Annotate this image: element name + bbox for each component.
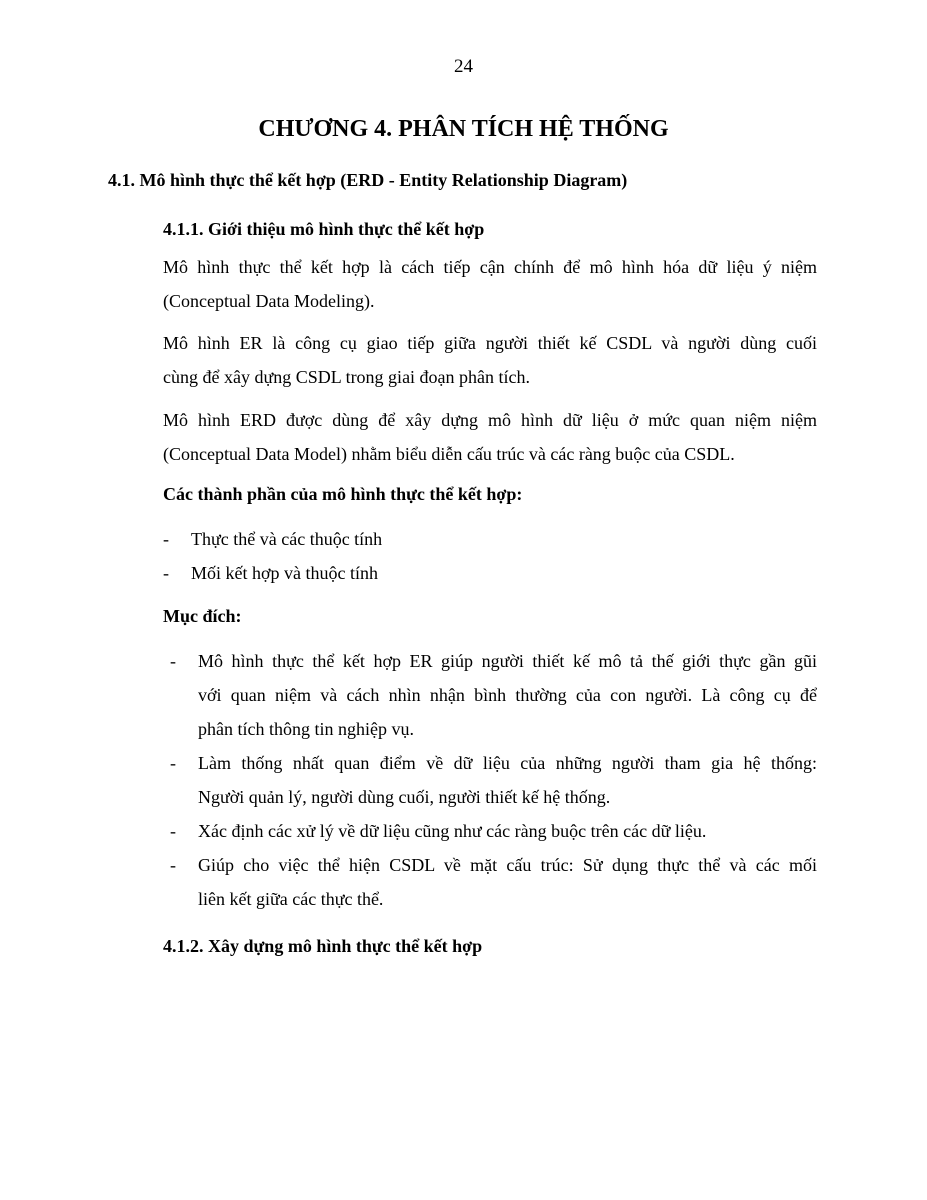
paragraph-erd-usage	[163, 403, 817, 471]
list-item-line: Làm thống nhất quan điểm về dữ liệu của những người tham gia hệ thống:	[198, 753, 817, 773]
paragraph-line: cùng để xây dựng CSDL trong giai đoạn phân tích.	[163, 367, 531, 387]
page-number: 24	[454, 56, 473, 77]
list-item-line: Xác định các xử lý về dữ liệu cũng như các ràng buộc trên các dữ liệu.	[198, 821, 707, 841]
bullet-dash: -	[170, 753, 176, 773]
list-item-text: Thực thể và các thuộc tính	[191, 529, 383, 549]
paragraph-line: Mô hình ERD được dùng để xây dựng mô hình dữ liệu ở mức quan niệm niệm	[163, 410, 817, 430]
bullet-dash: -	[170, 855, 176, 875]
list-item-text: Mối kết hợp và thuộc tính	[191, 563, 378, 583]
paragraph-line: Mô hình ER là công cụ giao tiếp giữa người thiết kế CSDL và người dùng cuối	[163, 333, 817, 353]
paragraph-er-tool	[163, 326, 817, 394]
bullet-dash: -	[163, 529, 169, 549]
list-item-line: Mô hình thực thể kết hợp ER giúp người thiết kế mô tả thế giới thực gần gũi	[198, 651, 817, 671]
bullet-dash: -	[170, 821, 176, 841]
paragraph-line: Mô hình thực thể kết hợp là cách tiếp cận chính để mô hình hóa dữ liệu ý niệm	[163, 257, 817, 277]
purpose-list	[170, 644, 817, 916]
list-item	[170, 814, 817, 848]
chapter-title: CHƯƠNG 4. PHÂN TÍCH HỆ THỐNG	[258, 116, 669, 142]
list-item	[170, 746, 817, 814]
subsection-heading-build: 4.1.2. Xây dựng mô hình thực thể kết hợp	[163, 936, 483, 956]
paragraph-definition	[163, 250, 817, 318]
section-heading: 4.1. Mô hình thực thể kết hợp (ERD - Entity Relationship Diagram)	[108, 170, 628, 190]
bullet-dash: -	[170, 651, 176, 671]
components-heading: Các thành phần của mô hình thực thể kết hợp:	[163, 484, 523, 504]
list-item-line: phân tích thông tin nghiệp vụ.	[198, 719, 414, 739]
list-item-line: với quan niệm và cách nhìn nhận bình thường của con người. Là công cụ để	[198, 685, 817, 705]
list-item	[170, 644, 817, 746]
list-item-line: Giúp cho việc thể hiện CSDL về mặt cấu trúc: Sử dụng thực thể và các mối	[198, 855, 817, 875]
list-item-line: liên kết giữa các thực thể.	[198, 889, 384, 909]
list-item-line: Người quản lý, người dùng cuối, người thiết kế hệ thống.	[198, 787, 611, 807]
list-item	[170, 848, 817, 916]
subsection-heading-intro: 4.1.1. Giới thiệu mô hình thực thể kết hợp	[163, 219, 485, 239]
purpose-heading: Mục đích:	[163, 606, 242, 626]
paragraph-line: (Conceptual Data Model) nhằm biểu diễn cấu trúc và các ràng buộc của CSDL.	[163, 444, 735, 464]
paragraph-line: (Conceptual Data Modeling).	[163, 291, 375, 311]
bullet-dash: -	[163, 563, 169, 583]
